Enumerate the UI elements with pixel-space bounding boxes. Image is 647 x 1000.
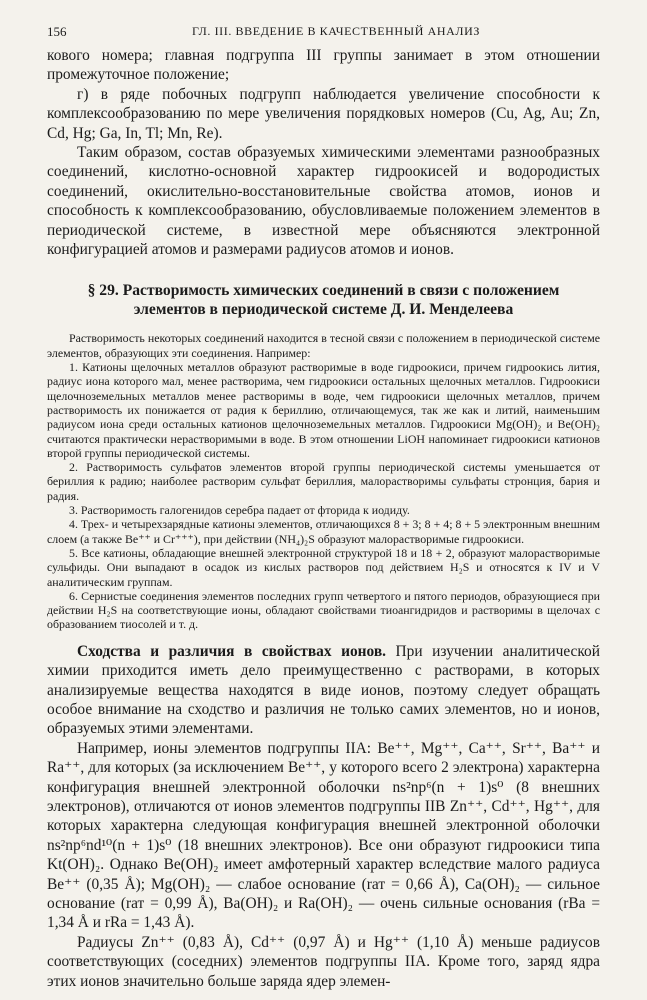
running-title: ГЛ. III. ВВЕДЕНИЕ В КАЧЕСТВЕННЫЙ АНАЛИЗ [192, 24, 481, 38]
page [47, 20, 600, 991]
page-number: 156 [47, 24, 67, 39]
small-print-block [47, 331, 600, 631]
paragraph: г) в ряде побочных подгрупп наблюдается увеличение способности к комплексообразованию по мере увеличения порядковых номеров (Cu, Ag, Au; Zn, Cd, Hg; Ga, In, Tl; Mn, Re). [47, 85, 600, 142]
section-heading: § 29. Растворимость химических соединений в связи с положением элементов в периодической системе Д. И. Менделеева [87, 282, 560, 319]
paragraph-text: При изучении аналитической химии приходится иметь дело преимущественно с растворами, в которых анализируемые вещества находятся в виде ионов, поэтому следует обращать особое внимание на сходство и различия не только самих элементов, но и ионов, образуемых этими элементами. [47, 642, 600, 738]
run-in-heading: Сходства и различия в свойствах ионов. [77, 642, 386, 660]
small-paragraph: 1. Катионы щелочных металлов образуют растворимые в воде гидроокиси, причем гидроокись лития, радиус иона которого мал, менее растворима, чем гидроокиси остальных щелочных металлов. Гидроокиси щелочноземельных металлов менее растворимы в воде, чем гидроокиси щелочных металлов, причем растворимость их понижается от радия к бериллию, отличающемуся, так же как и литий, наименьшим радиусом иона среди остальных катионов щелочноземельных металлов. Гидроокиси Mg(OH)₂ и Be(OH)₂ считаются практически нерастворимыми в воде. В этом отношении LiOH напоминает гидроокиси катионов второй группы периодической системы. [47, 360, 600, 460]
paragraph: кового номера; главная подгруппа III группы занимает в этом отношении промежуточное положение; [47, 47, 600, 84]
small-paragraph: 5. Все катионы, обладающие внешней электронной структурой 18 и 18 + 2, образуют малорастворимые сульфиды. Они выпадают в осадок из кислых растворов под действием H₂S и относятся к IV и V аналитическим группам. [47, 545, 600, 589]
small-paragraph: 6. Сернистые соединения элементов последних групп четвертого и пятого периодов, образующиеся при действии H₂S на соответствующие ионы, обладают свойствами тиоангидридов и растворимы в щелочах с образованием тиосолей и т. д. [47, 588, 600, 632]
running-header [47, 20, 600, 46]
paragraph [47, 642, 600, 739]
small-paragraph: 3. Растворимость галогенидов серебра падает от фторида к иодиду. [69, 503, 410, 518]
paragraph: Таким образом, состав образуемых химическими элементами разнообразных соединений, кислотно-основной характер гидроокисей и водородистых соединений, окислительно-восстановительные свойства атомов, ионов и способность к комплексообразованию, обусловливаемые положением элементов в периодической системе, в известной мере объясняются электронной конфигурацией атомов и размерами радиусов атомов и ионов. [47, 144, 600, 259]
intro-block [47, 46, 600, 259]
paragraph: Радиусы Zn⁺⁺ (0,83 Å), Cd⁺⁺ (0,97 Å) и Hg⁺⁺ (1,10 Å) меньше радиусов соответствующих (соседних) элементов подгруппы IIA. Кроме того, заряд ядра этих ионов значительно больше заряда ядер элемен- [47, 933, 600, 990]
ions-block [47, 642, 600, 991]
small-paragraph: 4. Трех- и четырехзарядные катионы элементов, отличающихся 8 + 3; 8 + 4; 8 + 5 электронным внешним слоем (а также Be⁺⁺ и Cr⁺⁺⁺), при действии (NH₄)₂S образуют малорастворимые гидроокиси. [47, 517, 600, 546]
paragraph: Например, ионы элементов подгруппы IIA: Be⁺⁺, Mg⁺⁺, Ca⁺⁺, Sr⁺⁺, Ba⁺⁺ и Ra⁺⁺, для которых (за исключением Be⁺⁺, у которого всего 2 электрона) характерна конфигурация внешней электронной оболочки ns²np⁶(n + 1)s⁰ (8 внешних электронов), отличаются от ионов элементов подгруппы IIB Zn⁺⁺, Cd⁺⁺, Hg⁺⁺, для которых характерна следующая конфигурация внешней электронной оболочки ns²np⁶nd¹⁰(n + 1)s⁰ (18 внешних электронов). Все они образуют гидроокиси типа Kt(OH)₂. Однако Be(OH)₂ имеет амфотерный характер вследствие малого радиуса Be⁺⁺ (0,35 Å); Mg(OH)₂ — слабое основание (rат = 0,66 Å), Ca(OH)₂ — сильное основание (rат = 0,99 Å), Ba(OH)₂ и Ra(OH)₂ — очень сильные основания (rBa = 1,34 Å и rRa = 1,43 Å). [47, 739, 600, 932]
small-paragraph: 2. Растворимость сульфатов элементов второй группы периодической системы уменьшается от бериллия к радию; наиболее растворим сульфат бериллия, малорастворимы сульфаты стронция, бария и радия. [47, 460, 600, 503]
small-paragraph: Растворимость некоторых соединений находится в тесной связи с положением в периодической системе элементов, образующих эти соединения. Например: [47, 331, 600, 360]
